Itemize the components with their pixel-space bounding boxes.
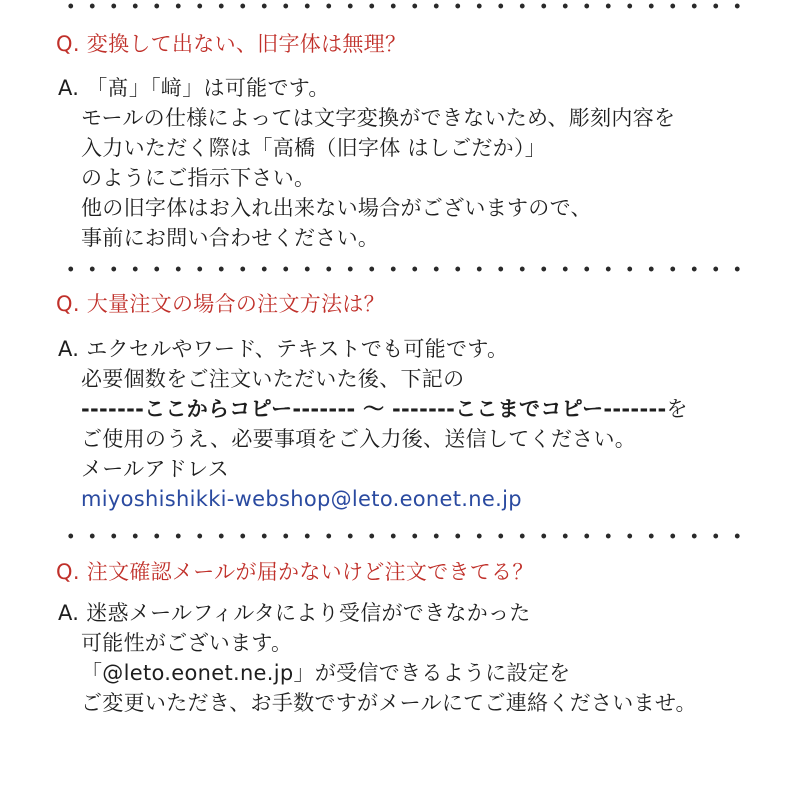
dotted-divider: [60, 533, 750, 539]
faq-answer-3: [58, 598, 697, 718]
faq-question-1: Q. 変換して出ない、旧字体は無理？: [56, 32, 407, 56]
faq-answer-1: [58, 73, 675, 253]
dotted-divider: [60, 3, 750, 9]
answer-line: のようにご指示下さい。: [81, 166, 316, 190]
faq-answer-2: [58, 334, 688, 514]
answer-line: 事前にお問い合わせください。: [81, 226, 380, 250]
answer-line: A. 「髙」「﨑」は可能です。: [58, 76, 330, 100]
copy-marker-line: [58, 394, 688, 424]
faq-question-3: Q. 注文確認メールが届かないけど注文できてる？: [56, 560, 534, 584]
answer-line: 「@leto.eonet.ne.jp」が受信できるように設定を: [81, 661, 571, 685]
dotted-divider: [60, 266, 750, 272]
copy-separator: ～: [355, 397, 393, 421]
answer-line: A. 迷惑メールフィルタにより受信ができなかった: [58, 601, 531, 625]
answer-line: ご変更いただき、お手数ですがメールにてご連絡くださいませ。: [81, 691, 697, 715]
answer-line: 他の旧字体はお入れ出来ない場合がございますので、: [81, 196, 592, 220]
answer-line: 可能性がございます。: [81, 631, 293, 655]
answer-line: モールの仕様によっては文字変換ができないため、彫刻内容を: [81, 106, 676, 130]
faq-question-2: Q. 大量注文の場合の注文方法は？: [56, 292, 385, 316]
answer-line: ご使用のうえ、必要事項をご入力後、送信してください。: [81, 427, 637, 451]
copy-end-marker: -------ここまでコピー-------: [392, 397, 667, 421]
copy-line-tail: を: [666, 397, 688, 421]
answer-line: メールアドレス: [81, 457, 230, 481]
answer-line: A. エクセルやワード、テキストでも可能です。: [58, 337, 509, 361]
answer-line: 必要個数をご注文いただいた後、下記の: [81, 367, 465, 391]
email-address-link[interactable]: miyoshishikki-webshop@leto.eonet.ne.jp: [81, 487, 522, 511]
copy-start-marker: -------ここからコピー-------: [81, 397, 356, 421]
answer-line: 入力いただく際は「高橋（旧字体 はしごだか）」: [81, 136, 547, 160]
